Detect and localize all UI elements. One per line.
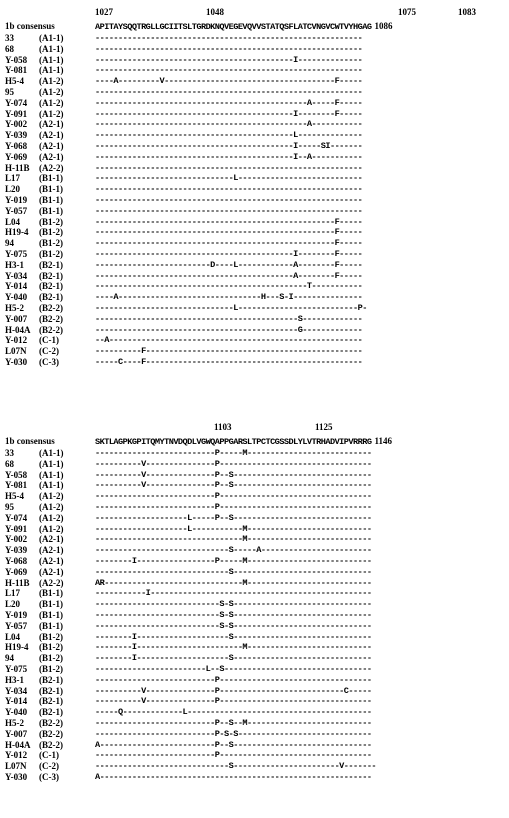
isolate-id: Y-091 — [5, 523, 28, 534]
isolate-sequence: A-------------------------P--S------------------------------ — [95, 739, 372, 750]
isolate-group: (A2-1) — [39, 140, 64, 151]
isolate-group: (B2-2) — [39, 739, 63, 750]
isolate-sequence: -------------------------------------------L-------------- — [95, 130, 363, 141]
isolate-id: 94 — [5, 238, 14, 249]
isolate-sequence: ---------------------------S-S------------------------------ — [95, 599, 372, 610]
isolate-sequence: -------------------------------------------I-----SI------- — [95, 140, 363, 151]
isolate-sequence: -----------------------------S-----------------------V------- — [95, 761, 377, 772]
isolate-id: Y-068 — [5, 140, 28, 151]
isolate-sequence: --------------------L-----------M--------------------------- — [95, 523, 372, 534]
isolate-row — [0, 173, 509, 184]
isolate-sequence: ----------V---------------P--------------------------------- — [95, 458, 372, 469]
isolate-row — [0, 578, 509, 589]
isolate-id: H19-4 — [5, 227, 29, 238]
isolate-id: 68 — [5, 458, 14, 469]
isolate-id: Y-007 — [5, 313, 28, 324]
isolate-row — [0, 761, 509, 772]
isolate-id: 33 — [5, 33, 14, 43]
isolate-sequence: -------------------------------------------I-------------- — [95, 54, 363, 65]
isolate-sequence: --------------------------P-S-S----------------------------- — [95, 728, 372, 739]
position-ruler — [0, 421, 509, 435]
position-number: 1103 — [214, 422, 232, 432]
isolate-sequence: ----------V---------------P--S------------------------------ — [95, 480, 372, 491]
isolate-row — [0, 87, 509, 98]
isolate-row — [0, 238, 509, 249]
isolate-sequence: ------------------------------L--------------------------- — [95, 173, 363, 184]
isolate-id: Y-034 — [5, 685, 28, 696]
isolate-row — [0, 545, 509, 556]
isolate-id: L04 — [5, 216, 21, 227]
isolate-sequence: ----------------------------------------------------F----- — [95, 227, 363, 238]
isolate-sequence: -------------------------------------------I--------F----- — [95, 248, 363, 259]
position-number: 1027 — [95, 7, 113, 17]
consensus-residues: SKTLAGPKGPITQMYTNVDQDLVGWQAPPGARSLTPCTCGSSDLYLVTRHADVIPVRRRG — [95, 437, 372, 447]
isolate-id: 95 — [5, 501, 14, 512]
isolate-group: (C-2) — [39, 761, 59, 772]
isolate-row — [0, 642, 509, 653]
isolate-sequence: ---------------------------------------------------------- — [95, 162, 363, 173]
isolate-group: (B2-2) — [39, 313, 63, 324]
isolate-id: Y-014 — [5, 281, 28, 292]
isolate-id: Y-014 — [5, 696, 28, 707]
isolate-group: (B1-1) — [39, 184, 63, 195]
consensus-label: 1b consensus — [5, 436, 55, 446]
isolate-group: (C-1) — [39, 750, 59, 761]
isolate-group: (B2-1) — [39, 685, 63, 696]
isolate-id: Y-040 — [5, 292, 28, 303]
isolate-group: (A2-2) — [39, 577, 64, 588]
isolate-id: H19-4 — [5, 642, 29, 653]
isolate-group: (C-3) — [39, 356, 59, 367]
isolate-row — [0, 513, 509, 524]
isolate-group: (B2-2) — [39, 728, 63, 739]
position-number: 1075 — [398, 7, 416, 17]
isolate-group: (B1-2) — [39, 248, 63, 259]
isolate-group: (B1-2) — [39, 663, 63, 674]
consensus-label: 1b consensus — [5, 21, 55, 31]
isolate-group: (B1-2) — [39, 216, 63, 227]
isolate-id: L07N — [5, 346, 27, 357]
isolate-row — [0, 109, 509, 120]
isolate-id: 94 — [5, 653, 14, 664]
isolate-sequence: ----------------------------------------------A----------- — [95, 119, 363, 130]
isolate-id: L20 — [5, 184, 21, 195]
isolate-group: (A1-2) — [39, 97, 64, 108]
isolate-id: Y-068 — [5, 555, 28, 566]
isolate-id: Y-039 — [5, 545, 28, 556]
isolate-sequence: ----------V---------------P---------------------------C----- — [95, 685, 372, 696]
isolate-id: H5-2 — [5, 717, 24, 728]
isolate-sequence: -----------I------------------------------------------------ — [95, 588, 372, 599]
isolate-row — [0, 448, 509, 459]
consensus-row — [0, 435, 509, 447]
isolate-group: (A1-2) — [39, 512, 64, 523]
isolate-row — [0, 491, 509, 502]
isolate-sequence: ---------------------------------------------------------- — [95, 33, 363, 43]
position-number: 1083 — [458, 7, 476, 17]
isolate-id: Y-058 — [5, 54, 28, 65]
isolate-sequence: ----------V---------------P--------------------------------- — [95, 696, 372, 707]
isolate-group: (B1-1) — [39, 205, 63, 216]
isolate-row — [0, 621, 509, 632]
isolate-row — [0, 65, 509, 76]
isolate-row — [0, 750, 509, 761]
isolate-group: (C-3) — [39, 771, 59, 782]
isolate-sequence: ----------------------------------------------------F----- — [95, 238, 363, 249]
isolate-id: Y-069 — [5, 566, 28, 577]
isolate-id: Y-030 — [5, 356, 28, 367]
isolate-id: Y-091 — [5, 108, 28, 119]
isolate-sequence: --------I--------------------S------------------------------ — [95, 631, 372, 642]
isolate-sequence: -----------------------------S-----A------------------------ — [95, 545, 372, 556]
isolate-id: 33 — [5, 448, 14, 458]
isolate-row — [0, 502, 509, 513]
isolate-row — [0, 98, 509, 109]
isolate-group: (A1-1) — [39, 469, 64, 480]
isolate-id: Y-069 — [5, 151, 28, 162]
isolate-group: (B2-1) — [39, 674, 63, 685]
isolate-group: (B2-1) — [39, 259, 63, 270]
isolate-row — [0, 346, 509, 357]
isolate-group: (A2-1) — [39, 566, 64, 577]
isolate-row — [0, 772, 509, 783]
isolate-row — [0, 195, 509, 206]
isolate-row — [0, 249, 509, 260]
isolate-row — [0, 55, 509, 66]
isolate-id: Y-040 — [5, 707, 28, 718]
isolate-group: (B2-1) — [39, 707, 63, 718]
isolate-group: (B2-1) — [39, 281, 63, 292]
isolate-row — [0, 281, 509, 292]
isolate-sequence: ----------V---------------P--S------------------------------ — [95, 469, 372, 480]
isolate-row — [0, 33, 509, 44]
position-number: 1048 — [206, 7, 224, 17]
isolate-id: Y-019 — [5, 609, 28, 620]
isolate-sequence: --------------------------P--------------------------------- — [95, 491, 372, 502]
isolate-row — [0, 271, 509, 282]
isolate-sequence: A----------------------------------------------------------- — [95, 771, 372, 782]
isolate-sequence: ----------F----------------------------------------------- — [95, 346, 363, 357]
alignment-block-2 — [0, 421, 509, 783]
isolate-id: Y-002 — [5, 534, 28, 545]
isolate-sequence: -----------------------------S------------------------------ — [95, 566, 372, 577]
isolate-group: (B1-2) — [39, 642, 63, 653]
isolate-group: (A1-2) — [39, 108, 64, 119]
isolate-id: L17 — [5, 173, 21, 184]
isolate-group: (A2-1) — [39, 534, 64, 545]
isolate-id: Y-012 — [5, 750, 28, 761]
isolate-sequence: --------------------------------M--------------------------- — [95, 534, 372, 545]
isolate-row — [0, 260, 509, 271]
isolate-row — [0, 480, 509, 491]
isolate-row — [0, 314, 509, 325]
isolate-id: H-11B — [5, 577, 30, 588]
isolate-sequence: -----C----F----------------------------------------------- — [95, 356, 363, 367]
isolate-row — [0, 696, 509, 707]
isolate-sequence: ----A---------V-------------------------------------F----- — [95, 76, 363, 87]
isolate-id: Y-039 — [5, 130, 28, 141]
isolate-row — [0, 335, 509, 346]
isolate-sequence: ---------------------------------------------------------- — [95, 184, 363, 195]
isolate-sequence: --------I-----------------P-----M--------------------------- — [95, 555, 372, 566]
isolate-row — [0, 76, 509, 87]
isolate-row — [0, 470, 509, 481]
isolate-sequence: ---------------------------------------------------------- — [95, 43, 363, 54]
consensus-row — [0, 20, 509, 32]
isolate-group: (B1-2) — [39, 631, 63, 642]
isolate-row — [0, 675, 509, 686]
isolate-id: H5-4 — [5, 491, 24, 502]
isolate-group: (B2-2) — [39, 302, 63, 313]
isolate-id: L17 — [5, 588, 21, 599]
isolate-row — [0, 707, 509, 718]
isolate-group: (A1-1) — [39, 33, 64, 43]
alignment-block-1 — [0, 6, 509, 368]
position-number: 1125 — [315, 422, 333, 432]
isolate-id: Y-075 — [5, 663, 28, 674]
isolate-sequence: -------------------------------------------I--A----------- — [95, 151, 363, 162]
isolate-id: Y-081 — [5, 480, 28, 491]
consensus-sequence — [95, 20, 392, 33]
isolate-group: (A1-1) — [39, 54, 64, 65]
isolate-row — [0, 610, 509, 621]
isolate-group: (B2-1) — [39, 292, 63, 303]
isolate-group: (A1-1) — [39, 43, 64, 54]
isolate-sequence: -------------------------------------------A--------F----- — [95, 270, 363, 281]
isolate-id: H-04A — [5, 324, 31, 335]
isolate-row — [0, 227, 509, 238]
isolate-id: L20 — [5, 599, 21, 610]
isolate-id: Y-030 — [5, 771, 28, 782]
isolate-group: (A2-1) — [39, 545, 64, 556]
isolate-sequence: --------------------------------------------G------------- — [95, 324, 363, 335]
isolate-row — [0, 718, 509, 729]
isolate-sequence: --------------------------P--S--M--------------------------- — [95, 717, 372, 728]
isolate-row — [0, 303, 509, 314]
isolate-id: Y-081 — [5, 65, 28, 76]
isolate-row — [0, 588, 509, 599]
isolate-group: (B2-2) — [39, 324, 63, 335]
isolate-group: (A1-1) — [39, 65, 64, 76]
isolate-sequence: --------------------------------------------S------------- — [95, 313, 363, 324]
isolate-group: (A2-1) — [39, 119, 64, 130]
isolate-group: (B1-2) — [39, 227, 63, 238]
isolate-sequence: --------------------L-----P--S------------------------------ — [95, 512, 372, 523]
isolate-sequence: --------------------------P--------------------------------- — [95, 674, 372, 685]
isolate-sequence: ---------------------------S-S------------------------------ — [95, 620, 372, 631]
isolate-group: (A1-2) — [39, 523, 64, 534]
isolate-id: H3-1 — [5, 674, 24, 685]
isolate-sequence: --------I--------------------S------------------------------ — [95, 653, 372, 664]
isolate-id: Y-074 — [5, 512, 28, 523]
isolate-row — [0, 325, 509, 336]
isolate-sequence: --A------------------------------------------------------- — [95, 335, 363, 346]
end-position: 1146 — [374, 436, 392, 446]
isolate-sequence: ---------------------------------------------------------- — [95, 65, 363, 76]
isolate-group: (B1-2) — [39, 653, 63, 664]
isolate-group: (A1-1) — [39, 458, 64, 469]
isolate-row — [0, 740, 509, 751]
isolate-sequence: -------------------------------------------I--------F----- — [95, 108, 363, 119]
isolate-group: (B2-2) — [39, 717, 63, 728]
isolate-row — [0, 152, 509, 163]
isolate-id: Y-075 — [5, 248, 28, 259]
isolate-row — [0, 686, 509, 697]
isolate-rows — [0, 33, 509, 368]
isolate-row — [0, 184, 509, 195]
isolate-sequence: ------------------------L--S-------------------------------- — [95, 663, 372, 674]
isolate-group: (B1-1) — [39, 609, 63, 620]
isolate-row — [0, 653, 509, 664]
isolate-id: 95 — [5, 86, 14, 97]
isolate-id: Y-034 — [5, 270, 28, 281]
consensus-sequence — [95, 435, 392, 448]
isolate-group: (B2-1) — [39, 696, 63, 707]
isolate-id: L07N — [5, 761, 27, 772]
isolate-row — [0, 119, 509, 130]
isolate-group: (A2-1) — [39, 130, 64, 141]
isolate-row — [0, 217, 509, 228]
isolate-row — [0, 141, 509, 152]
isolate-id: H5-4 — [5, 76, 24, 87]
isolate-group: (B2-1) — [39, 270, 63, 281]
isolate-sequence: --------------------------P--------------------------------- — [95, 501, 372, 512]
isolate-row — [0, 130, 509, 141]
isolate-id: H-11B — [5, 162, 30, 173]
isolate-row — [0, 534, 509, 545]
isolate-row — [0, 729, 509, 740]
isolate-group: (B1-1) — [39, 173, 63, 184]
isolate-id: H3-1 — [5, 259, 24, 270]
isolate-id: L04 — [5, 631, 21, 642]
isolate-sequence: ----------------------------------------------T----------- — [95, 281, 363, 292]
isolate-group: (B1-1) — [39, 194, 63, 205]
isolate-sequence: ---------------------------S-S------------------------------ — [95, 609, 372, 620]
isolate-group: (B1-1) — [39, 620, 63, 631]
isolate-id: Y-058 — [5, 469, 28, 480]
isolate-id: Y-019 — [5, 194, 28, 205]
isolate-group: (A1-2) — [39, 86, 64, 97]
position-ruler — [0, 6, 509, 20]
isolate-rows — [0, 448, 509, 783]
isolate-group: (B1-1) — [39, 588, 63, 599]
isolate-sequence: AR------------------------------M--------------------------- — [95, 577, 372, 588]
isolate-sequence: ---------------------------------------------------------- — [95, 205, 363, 216]
isolate-row — [0, 292, 509, 303]
isolate-id: Y-007 — [5, 728, 28, 739]
end-position: 1086 — [374, 21, 393, 31]
isolate-row — [0, 599, 509, 610]
isolate-sequence: --------------------------P-----M--------------------------- — [95, 448, 372, 458]
isolate-sequence: ----------------------------------------------------F----- — [95, 216, 363, 227]
isolate-group: (B1-1) — [39, 599, 63, 610]
isolate-row — [0, 556, 509, 567]
isolate-sequence: ---------------------------------------------------------- — [95, 86, 363, 97]
isolate-id: Y-012 — [5, 335, 28, 346]
consensus-residues: APITAYSQQTRGLLGCIITSLTGRDKNQVEGEVQVVSTATQSFLATCVNGVCWTVYHGAG — [95, 22, 372, 32]
isolate-group: (A1-2) — [39, 76, 64, 87]
isolate-group: (C-2) — [39, 346, 59, 357]
isolate-sequence: --------I-----------------------M--------------------------- — [95, 642, 372, 653]
isolate-group: (A1-1) — [39, 480, 64, 491]
isolate-row — [0, 632, 509, 643]
isolate-group: (A2-2) — [39, 162, 64, 173]
isolate-sequence: ------------------------------L--------------------------P- — [95, 302, 367, 313]
isolate-row — [0, 664, 509, 675]
isolate-row — [0, 163, 509, 174]
isolate-sequence: ---------------------------------------------------------- — [95, 194, 363, 205]
isolate-group: (A1-2) — [39, 491, 64, 502]
isolate-id: H5-2 — [5, 302, 24, 313]
isolate-row — [0, 357, 509, 368]
isolate-row — [0, 206, 509, 217]
isolate-group: (C-1) — [39, 335, 59, 346]
isolate-sequence: --------------------------P--------------------------------- — [95, 750, 372, 761]
isolate-group: (A1-2) — [39, 501, 64, 512]
isolate-group: (A2-1) — [39, 555, 64, 566]
isolate-sequence: -----Q-------------L---------------------------------------- — [95, 707, 372, 718]
isolate-id: Y-074 — [5, 97, 28, 108]
isolate-row — [0, 44, 509, 55]
isolate-row — [0, 567, 509, 578]
isolate-group: (A1-1) — [39, 448, 64, 458]
isolate-group: (B1-2) — [39, 238, 63, 249]
isolate-sequence: ----------------------------------------------A-----F----- — [95, 97, 363, 108]
isolate-id: 68 — [5, 43, 14, 54]
isolate-row — [0, 524, 509, 535]
isolate-id: H-04A — [5, 739, 31, 750]
isolate-sequence: -------------------------D----L------------A--------F----- — [95, 259, 363, 270]
isolate-sequence: ----A-------------------------------H---S-I--------------- — [95, 292, 363, 303]
isolate-id: Y-057 — [5, 205, 28, 216]
isolate-id: Y-057 — [5, 620, 28, 631]
isolate-row — [0, 459, 509, 470]
isolate-id: Y-002 — [5, 119, 28, 130]
isolate-group: (A2-1) — [39, 151, 64, 162]
